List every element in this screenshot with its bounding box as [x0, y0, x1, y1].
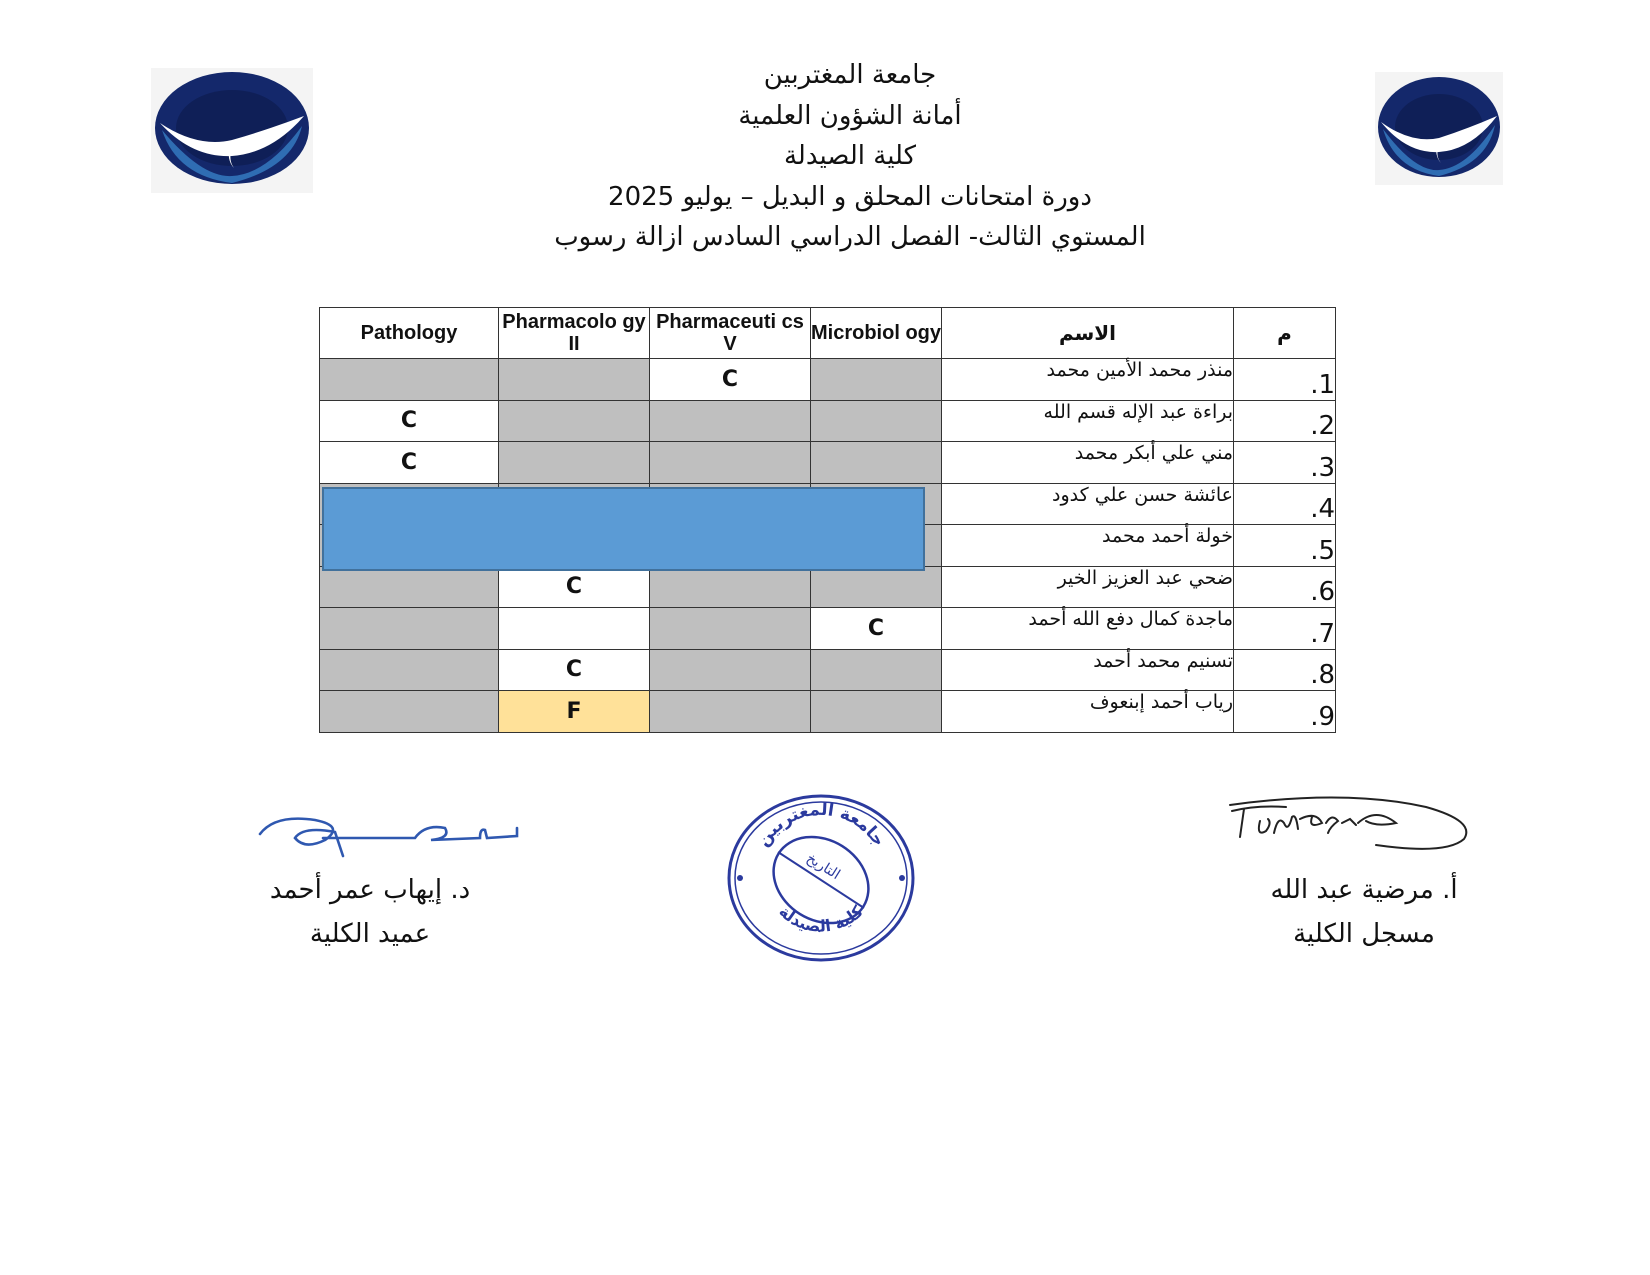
- stamp-bottom-text: كلية الصيدلة: [775, 901, 867, 937]
- header-pharmaceutics: Pharmaceuti cs V: [650, 308, 811, 359]
- university-logo-right: [1375, 72, 1503, 185]
- grade-cell: [320, 608, 499, 650]
- row-number: 1.: [1234, 359, 1336, 401]
- row-number: 4.: [1234, 483, 1336, 525]
- student-name: براءة عبد الإله قسم الله: [942, 400, 1234, 442]
- row-number: 7.: [1234, 608, 1336, 650]
- level-semester: المستوي الثالث- الفصل الدراسي السادس ازالة رسوب: [554, 222, 1146, 252]
- university-name: جامعة المغتربين: [763, 60, 937, 90]
- grade-cell: [499, 608, 650, 650]
- header-microbiology: Microbiol ogy: [811, 308, 942, 359]
- grade-cell: [650, 649, 811, 691]
- grade-cell: [499, 359, 650, 401]
- header-pathology: Pathology: [320, 308, 499, 359]
- row-number: 8.: [1234, 649, 1336, 691]
- university-logo-left: [151, 68, 313, 193]
- header-name: الاسم: [942, 308, 1234, 359]
- table-row: [320, 400, 1336, 442]
- student-name: رياب أحمد إبنعوف: [942, 691, 1234, 733]
- grade-cell: C: [811, 608, 942, 650]
- exam-session: دورة امتحانات المحلق و البديل – يوليو 2025: [608, 181, 1092, 212]
- registrar-signature-block: [1244, 868, 1484, 956]
- grade-cell: C: [650, 359, 811, 401]
- table-row: [320, 608, 1336, 650]
- grade-cell: [320, 359, 499, 401]
- grade-cell: [811, 566, 942, 608]
- table-header-row: [320, 308, 1336, 359]
- row-number: 6.: [1234, 566, 1336, 608]
- dean-name: د. إيهاب عمر أحمد: [269, 875, 471, 905]
- department-name: أمانة الشؤون العلمية: [738, 100, 962, 131]
- grade-cell: [320, 649, 499, 691]
- header-number: م: [1234, 308, 1336, 359]
- student-name: عائشة حسن علي كدود: [942, 483, 1234, 525]
- table-row: [320, 442, 1336, 484]
- registrar-title: مسجل الكلية: [1293, 919, 1435, 949]
- grade-cell: [811, 400, 942, 442]
- grade-cell: [650, 400, 811, 442]
- grade-cell: [320, 691, 499, 733]
- registrar-name: أ. مرضية عبد الله: [1270, 875, 1458, 905]
- row-number: 9.: [1234, 691, 1336, 733]
- redaction-box: [322, 487, 925, 571]
- table-row: [320, 359, 1336, 401]
- header-pharmacology: Pharmacolo gy II: [499, 308, 650, 359]
- faculty-stamp: [726, 792, 916, 964]
- student-name: ضحي عبد العزيز الخير: [942, 566, 1234, 608]
- student-name: خولة أحمد محمد: [942, 525, 1234, 567]
- dean-signature: [255, 808, 520, 866]
- table-row: [320, 691, 1336, 733]
- table-row: [320, 566, 1336, 608]
- student-name: مني علي أبكر محمد: [942, 442, 1234, 484]
- document-header: [450, 55, 1250, 258]
- registrar-signature: [1226, 793, 1470, 855]
- student-name: تسنيم محمد أحمد: [942, 649, 1234, 691]
- grade-cell: [811, 649, 942, 691]
- faculty-name: كلية الصيدلة: [783, 141, 917, 171]
- row-number: 3.: [1234, 442, 1336, 484]
- row-number: 2.: [1234, 400, 1336, 442]
- row-number: 5.: [1234, 525, 1336, 567]
- student-name: ماجدة كمال دفع الله أحمد: [942, 608, 1234, 650]
- stamp-top-text: جامعة المغتربين: [753, 799, 889, 851]
- university-logo-icon: [1375, 72, 1503, 185]
- grade-cell: [499, 400, 650, 442]
- grade-cell: [650, 608, 811, 650]
- grade-cell: [499, 442, 650, 484]
- grade-cell: C: [320, 400, 499, 442]
- grade-cell: [811, 691, 942, 733]
- grade-cell: C: [499, 649, 650, 691]
- dean-title: عميد الكلية: [309, 919, 431, 949]
- stamp-date-label: التاريخ: [803, 850, 843, 884]
- grade-cell: [650, 691, 811, 733]
- grade-cell: [650, 566, 811, 608]
- student-name: منذر محمد الأمين محمد: [942, 359, 1234, 401]
- table-row: [320, 649, 1336, 691]
- grade-cell: C: [320, 442, 499, 484]
- grade-cell: [650, 442, 811, 484]
- dean-signature-block: [250, 868, 490, 956]
- grade-cell: [320, 566, 499, 608]
- grade-cell: [811, 442, 942, 484]
- grade-cell: [811, 359, 942, 401]
- university-logo-icon: [151, 68, 313, 193]
- grade-cell-fail: F: [499, 691, 650, 733]
- grade-cell: C: [499, 566, 650, 608]
